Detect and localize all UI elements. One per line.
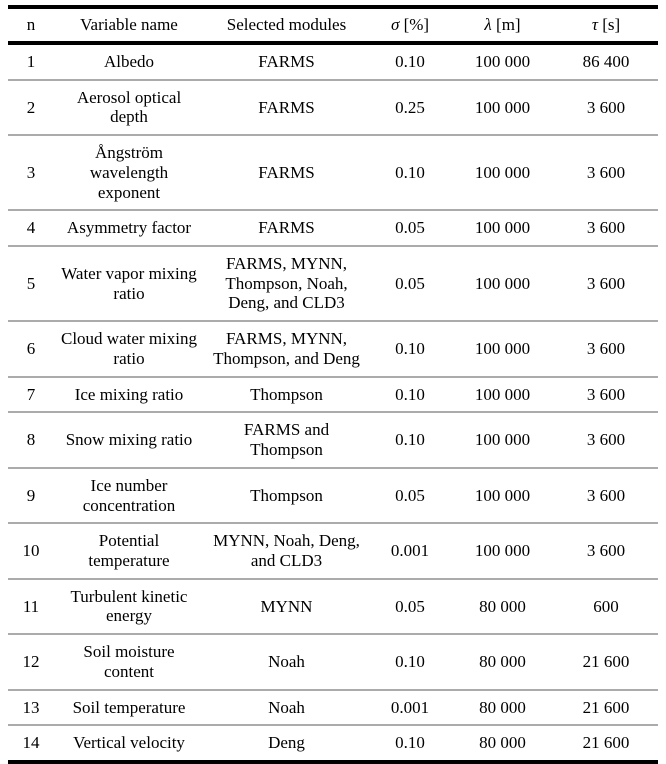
cell-sigma: 0.10 bbox=[369, 135, 451, 210]
cell-sigma: 0.10 bbox=[369, 43, 451, 80]
cell-selected-modules: FARMS bbox=[204, 210, 369, 246]
cell-sigma: 0.10 bbox=[369, 412, 451, 467]
cell-lambda: 100 000 bbox=[451, 135, 554, 210]
cell-n: 6 bbox=[8, 321, 54, 376]
cell-selected-modules: MYNN, Noah, Deng, and CLD3 bbox=[204, 523, 369, 578]
cell-lambda: 100 000 bbox=[451, 321, 554, 376]
cell-lambda: 80 000 bbox=[451, 725, 554, 762]
cell-n: 8 bbox=[8, 412, 54, 467]
cell-tau: 21 600 bbox=[554, 634, 658, 689]
cell-lambda: 80 000 bbox=[451, 634, 554, 689]
table-row bbox=[8, 43, 658, 80]
cell-n: 9 bbox=[8, 468, 54, 523]
cell-tau: 21 600 bbox=[554, 725, 658, 762]
cell-variable-name: Cloud water mixing ratio bbox=[54, 321, 204, 376]
column-header-sigma bbox=[369, 7, 451, 43]
table-row bbox=[8, 377, 658, 413]
cell-selected-modules: FARMS, MYNN, Thompson, and Deng bbox=[204, 321, 369, 376]
cell-n: 3 bbox=[8, 135, 54, 210]
cell-selected-modules: FARMS bbox=[204, 43, 369, 80]
table-row bbox=[8, 80, 658, 135]
cell-variable-name: Soil moisture content bbox=[54, 634, 204, 689]
table-row bbox=[8, 412, 658, 467]
cell-sigma: 0.10 bbox=[369, 725, 451, 762]
cell-tau: 3 600 bbox=[554, 80, 658, 135]
cell-n: 1 bbox=[8, 43, 54, 80]
cell-tau: 3 600 bbox=[554, 468, 658, 523]
cell-lambda: 100 000 bbox=[451, 523, 554, 578]
table-row bbox=[8, 690, 658, 726]
lambda-symbol: λ bbox=[484, 14, 492, 34]
cell-sigma: 0.10 bbox=[369, 377, 451, 413]
column-header-lambda bbox=[451, 7, 554, 43]
cell-n: 11 bbox=[8, 579, 54, 634]
variables-table bbox=[8, 5, 658, 764]
cell-tau: 86 400 bbox=[554, 43, 658, 80]
cell-tau: 3 600 bbox=[554, 412, 658, 467]
cell-sigma: 0.05 bbox=[369, 246, 451, 321]
cell-n: 10 bbox=[8, 523, 54, 578]
cell-variable-name: Potential temperature bbox=[54, 523, 204, 578]
table-header bbox=[8, 7, 658, 43]
cell-variable-name: Aerosol optical depth bbox=[54, 80, 204, 135]
cell-lambda: 100 000 bbox=[451, 80, 554, 135]
table-row bbox=[8, 321, 658, 376]
cell-tau: 3 600 bbox=[554, 523, 658, 578]
cell-tau: 600 bbox=[554, 579, 658, 634]
cell-tau: 3 600 bbox=[554, 377, 658, 413]
cell-selected-modules: FARMS and Thompson bbox=[204, 412, 369, 467]
cell-sigma: 0.05 bbox=[369, 579, 451, 634]
column-header-variable-name: Variable name bbox=[54, 7, 204, 43]
cell-selected-modules: Noah bbox=[204, 690, 369, 726]
table-row bbox=[8, 246, 658, 321]
cell-n: 13 bbox=[8, 690, 54, 726]
column-header-n: n bbox=[8, 7, 54, 43]
sigma-unit: [%] bbox=[403, 14, 430, 34]
sigma-symbol: σ bbox=[390, 14, 400, 34]
table-header-row bbox=[8, 7, 658, 43]
cell-variable-name: Ångström wavelength exponent bbox=[54, 135, 204, 210]
table-row bbox=[8, 135, 658, 210]
cell-lambda: 100 000 bbox=[451, 377, 554, 413]
cell-lambda: 100 000 bbox=[451, 43, 554, 80]
tau-symbol: τ bbox=[591, 14, 598, 34]
lambda-unit: [m] bbox=[496, 14, 521, 34]
cell-lambda: 100 000 bbox=[451, 468, 554, 523]
cell-selected-modules: FARMS bbox=[204, 135, 369, 210]
cell-lambda: 80 000 bbox=[451, 579, 554, 634]
table-row bbox=[8, 579, 658, 634]
cell-variable-name: Water vapor mixing ratio bbox=[54, 246, 204, 321]
cell-sigma: 0.10 bbox=[369, 321, 451, 376]
cell-sigma: 0.001 bbox=[369, 523, 451, 578]
cell-tau: 3 600 bbox=[554, 246, 658, 321]
cell-sigma: 0.25 bbox=[369, 80, 451, 135]
cell-variable-name: Asymmetry factor bbox=[54, 210, 204, 246]
cell-variable-name: Vertical velocity bbox=[54, 725, 204, 762]
cell-lambda: 100 000 bbox=[451, 246, 554, 321]
cell-selected-modules: FARMS bbox=[204, 80, 369, 135]
cell-n: 2 bbox=[8, 80, 54, 135]
cell-lambda: 80 000 bbox=[451, 690, 554, 726]
cell-n: 14 bbox=[8, 725, 54, 762]
table-container bbox=[8, 5, 658, 764]
cell-n: 5 bbox=[8, 246, 54, 321]
cell-n: 7 bbox=[8, 377, 54, 413]
cell-tau: 3 600 bbox=[554, 135, 658, 210]
cell-variable-name: Turbulent kinetic energy bbox=[54, 579, 204, 634]
cell-sigma: 0.001 bbox=[369, 690, 451, 726]
table-row bbox=[8, 634, 658, 689]
cell-tau: 21 600 bbox=[554, 690, 658, 726]
cell-selected-modules: MYNN bbox=[204, 579, 369, 634]
cell-variable-name: Ice mixing ratio bbox=[54, 377, 204, 413]
table-row bbox=[8, 210, 658, 246]
column-header-tau bbox=[554, 7, 658, 43]
cell-variable-name: Soil temperature bbox=[54, 690, 204, 726]
cell-variable-name: Snow mixing ratio bbox=[54, 412, 204, 467]
cell-sigma: 0.10 bbox=[369, 634, 451, 689]
table-row bbox=[8, 725, 658, 762]
table-body bbox=[8, 43, 658, 762]
cell-n: 4 bbox=[8, 210, 54, 246]
cell-lambda: 100 000 bbox=[451, 210, 554, 246]
cell-selected-modules: Thompson bbox=[204, 468, 369, 523]
cell-n: 12 bbox=[8, 634, 54, 689]
cell-sigma: 0.05 bbox=[369, 468, 451, 523]
tau-unit: [s] bbox=[602, 14, 621, 34]
cell-tau: 3 600 bbox=[554, 210, 658, 246]
cell-selected-modules: Noah bbox=[204, 634, 369, 689]
column-header-selected-modules: Selected modules bbox=[204, 7, 369, 43]
table-row bbox=[8, 468, 658, 523]
cell-selected-modules: Thompson bbox=[204, 377, 369, 413]
cell-sigma: 0.05 bbox=[369, 210, 451, 246]
cell-variable-name: Albedo bbox=[54, 43, 204, 80]
cell-tau: 3 600 bbox=[554, 321, 658, 376]
table-row bbox=[8, 523, 658, 578]
cell-selected-modules: Deng bbox=[204, 725, 369, 762]
cell-variable-name: Ice number concentration bbox=[54, 468, 204, 523]
cell-selected-modules: FARMS, MYNN, Thompson, Noah, Deng, and CLD3 bbox=[204, 246, 369, 321]
cell-lambda: 100 000 bbox=[451, 412, 554, 467]
